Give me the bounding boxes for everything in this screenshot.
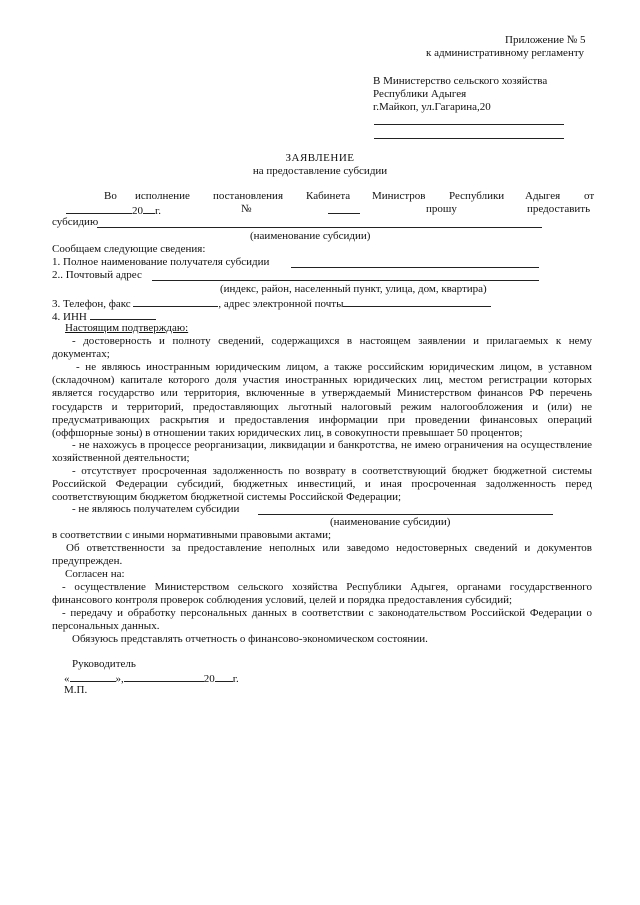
confirm-item-5-tail: в соответствии с иными нормативными правовыми актами; (52, 529, 332, 541)
email-blank[interactable] (343, 296, 491, 307)
signatory-title: Руководитель (72, 658, 136, 670)
intro-number-blank[interactable] (328, 213, 360, 214)
intro-word-8: от (584, 190, 595, 202)
phone-fax-blank[interactable] (133, 296, 218, 307)
addressee-line-3: г.Майкоп, ул.Гагарина,20 (373, 101, 491, 113)
confirm-item-1: - достоверность и полноту сведений, содержащихся в настоящем заявлении и прилагаемых к нему документах; (52, 335, 592, 361)
postal-address-caption: (индекс, район, населенный пункт, улица, дом, квартира) (220, 283, 487, 295)
intro-ask: прошу (426, 203, 457, 215)
intro-year-blank[interactable] (143, 203, 155, 214)
intro-word-1: Во (104, 190, 117, 202)
signature-day-blank[interactable] (70, 671, 116, 682)
consent-heading: Согласен на: (65, 568, 125, 580)
email-label: , адрес электронной почты (218, 298, 344, 310)
regulation-reference: к административному регламенту (426, 47, 584, 59)
document-subtitle: на предоставление субсидии (252, 165, 388, 177)
date-close-quote: » (115, 673, 121, 685)
confirm-item-5: - не являюсь получателем субсидии (72, 503, 240, 515)
confirm-item-4: - отсутствует просроченная задолженность по возврату в соответствующий бюджет бюджетной системы Российской Федерации субсидий, бюджетных инвестиций, и иная просроченная задолженность перед соответствующим бюджетом бюджетной системы Российской Федерации; (52, 465, 592, 504)
addressee-blank-2[interactable] (374, 138, 564, 139)
reporting-obligation: Обязуюсь представлять отчетность о финансово-экономическом состоянии. (72, 633, 428, 645)
subsidy-word: субсидию (52, 216, 99, 228)
signature-year-prefix: 20 (203, 673, 215, 685)
intro-grant: предоставить (527, 203, 591, 215)
addressee-line-1: В Министерство сельского хозяйства (373, 75, 548, 87)
addressee-line-2: Республики Адыгея (373, 88, 467, 100)
intro-number-sign: № (241, 203, 252, 215)
consent-item-1: - осуществление Министерством сельского хозяйства Республики Адыгея, органами государственного финансового контроля проверок соблюдения условий, целей и порядка предоставления субсидий; (52, 581, 592, 607)
intro-word-5: Министров (372, 190, 426, 202)
consent-item-2: - передачу и обработку персональных данных в соответствии с законодательством Российской Федерации о персональных данных. (52, 607, 592, 633)
intro-date-blank[interactable] (66, 203, 132, 214)
confirm-item-2: - не являюсь иностранным юридическим лицом, а также российским юридическим лицом, в уставном (складочном) капитале которого доля участия иностранных юридических лиц, местом регистрации которых является государство или территория, включенные в утверждаемый Министерством финансов РФ перечень государств и территорий, предоставляющих льготный налоговый режим налогообложения и (или) не предусматривающих раскрытия и предоставления информации при проведении финансовых операций (оффшорные зоны) в отношении таких юридических лиц, в совокупности превышает 50 процентов; (52, 361, 592, 439)
other-subsidy-caption: (наименование субсидии) (330, 516, 451, 528)
info-item-2: 2.. Почтовый адрес (52, 269, 142, 281)
intro-year-prefix: 20 (132, 205, 143, 217)
postal-address-blank[interactable] (152, 280, 539, 281)
signature-year-blank[interactable] (215, 671, 233, 682)
info-heading: Сообщаем следующие сведения: (52, 243, 206, 255)
stamp-placeholder: М.П. (64, 684, 88, 696)
intro-word-6: Республики (449, 190, 505, 202)
subsidy-caption: (наименование субсидии) (250, 230, 371, 242)
responsibility-notice: Об ответственности за предоставление неполных или заведомо недостоверных сведений и документов предупрежден. (52, 542, 592, 568)
confirm-heading: Настоящим подтверждаю: (65, 322, 189, 334)
intro-word-7: Адыгея (525, 190, 561, 202)
inn-label: 4. ИНН (52, 311, 87, 323)
date-open-quote: « (64, 673, 70, 685)
appendix-number: Приложение № 5 (505, 34, 586, 46)
signature-date-line: « », 20 г. (64, 673, 239, 685)
intro-year-suffix: г. (155, 205, 162, 217)
addressee-blank-1[interactable] (374, 124, 564, 125)
intro-word-4: Кабинета (306, 190, 351, 202)
info-item-1: 1. Полное наименование получателя субсидии (52, 256, 270, 268)
subsidy-name-blank[interactable] (97, 227, 542, 228)
intro-word-2: исполнение (135, 190, 190, 202)
intro-word-3: постановления (213, 190, 284, 202)
document-title: ЗАЯВЛЕНИЕ (285, 152, 355, 164)
other-subsidy-blank[interactable] (258, 514, 553, 515)
recipient-name-blank[interactable] (291, 267, 539, 268)
phone-fax-label: 3. Телефон, факс (52, 298, 131, 310)
signature-year-suffix: г. (232, 673, 239, 685)
signature-month-blank[interactable] (124, 671, 204, 682)
inn-blank[interactable] (90, 309, 156, 320)
confirm-item-3: - не нахожусь в процессе реорганизации, ликвидации и банкротства, не имею ограничения на осуществление хозяйственной деятельности; (52, 439, 592, 465)
